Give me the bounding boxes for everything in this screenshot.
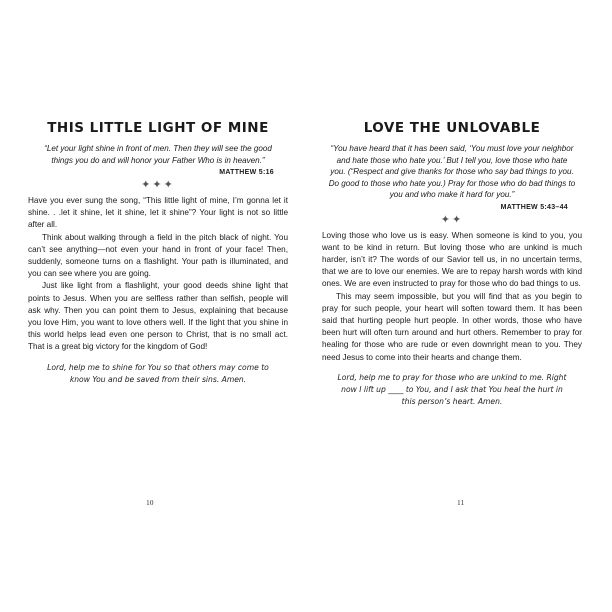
paragraph: Think about walking through a field in the pitch black of night. You can’t see anything—not even your hand in front of your face! Then, suddenly, someone turns on a flashlight. Your path is illuminated, and you can see where you are going. [28, 232, 288, 279]
prayer-text: Lord, help me to pray for those who are unkind to me. Right now I lift up ____ to You, and I ask that You heal the hurt in this person’s heart. Amen. [337, 372, 567, 406]
paragraph: Have you ever sung the song, “This little light of mine, I’m gonna let it shine. . .let it shine, let it shine, let it shine”? Your light is not so little after all. [28, 196, 288, 230]
page-title: THIS LITTLE LIGHT OF MINE [47, 120, 269, 136]
scripture-reference: MATTHEW 5:43–44 [500, 203, 568, 211]
paragraph: Just like light from a flashlight, your good deeds shine light that points to Jesus. When you are selfless rather than selfish, people will ask why. Then you can point them to Jesus, explaining that because you love Him, you want to love others well. If the light that you shine in this world helps lead even one person to Christ, that is no small act. That is a great big victory for the kingdom of God! [28, 281, 288, 352]
prayer-text: Lord, help me to shine for You so that others may come to know You and be saved from their sins. Amen. [47, 362, 269, 384]
scripture-verse: “You have heard that it has been said, ‘You must love your neighbor and hate those who hate you.’ But I tell you, love those who hate you. (“Respect and give thanks for those who say bad things to you. Do good to those who hate you.) Pray for those who do bad things to you and who make it hard for you.” [328, 144, 576, 199]
page-title: LOVE THE UNLOVABLE [363, 120, 541, 136]
scripture-verse: “Let your light shine in front of men. Then they will see the good things you do and will honor your Father Who is in heaven.” [44, 144, 272, 165]
star-ornament-icon: ✦✦✦ [141, 178, 175, 191]
devotional-body [28, 195, 288, 354]
page-number: 10 [146, 498, 154, 507]
right-page [306, 0, 612, 612]
devotional-body [322, 230, 582, 364]
paragraph: Loving those who love us is easy. When someone is kind to you, you want to be kind in return. But loving those who are unkind is much harder, isn’t it? The words of our Savior tell us, in no uncertain terms, that we are to love our enemies. We are to repay harsh words with kind ones. We are even instructed to pray for those who do bad things to us. [322, 230, 582, 289]
page-number: 11 [457, 498, 465, 507]
scripture-reference: MATTHEW 5:16 [219, 169, 274, 176]
star-ornament-icon: ✦✦ [440, 212, 464, 226]
paragraph: This may seem impossible, but you will find that as you begin to pray for such people, your heart will soften toward them. It has been said that hurting people hurt people. In other words, those who have been hurt will often turn around and hurt others. Remember to pray for healing for those who are rude or even downright mean to you. They need Jesus to come into their hearts and change them. [322, 291, 582, 362]
